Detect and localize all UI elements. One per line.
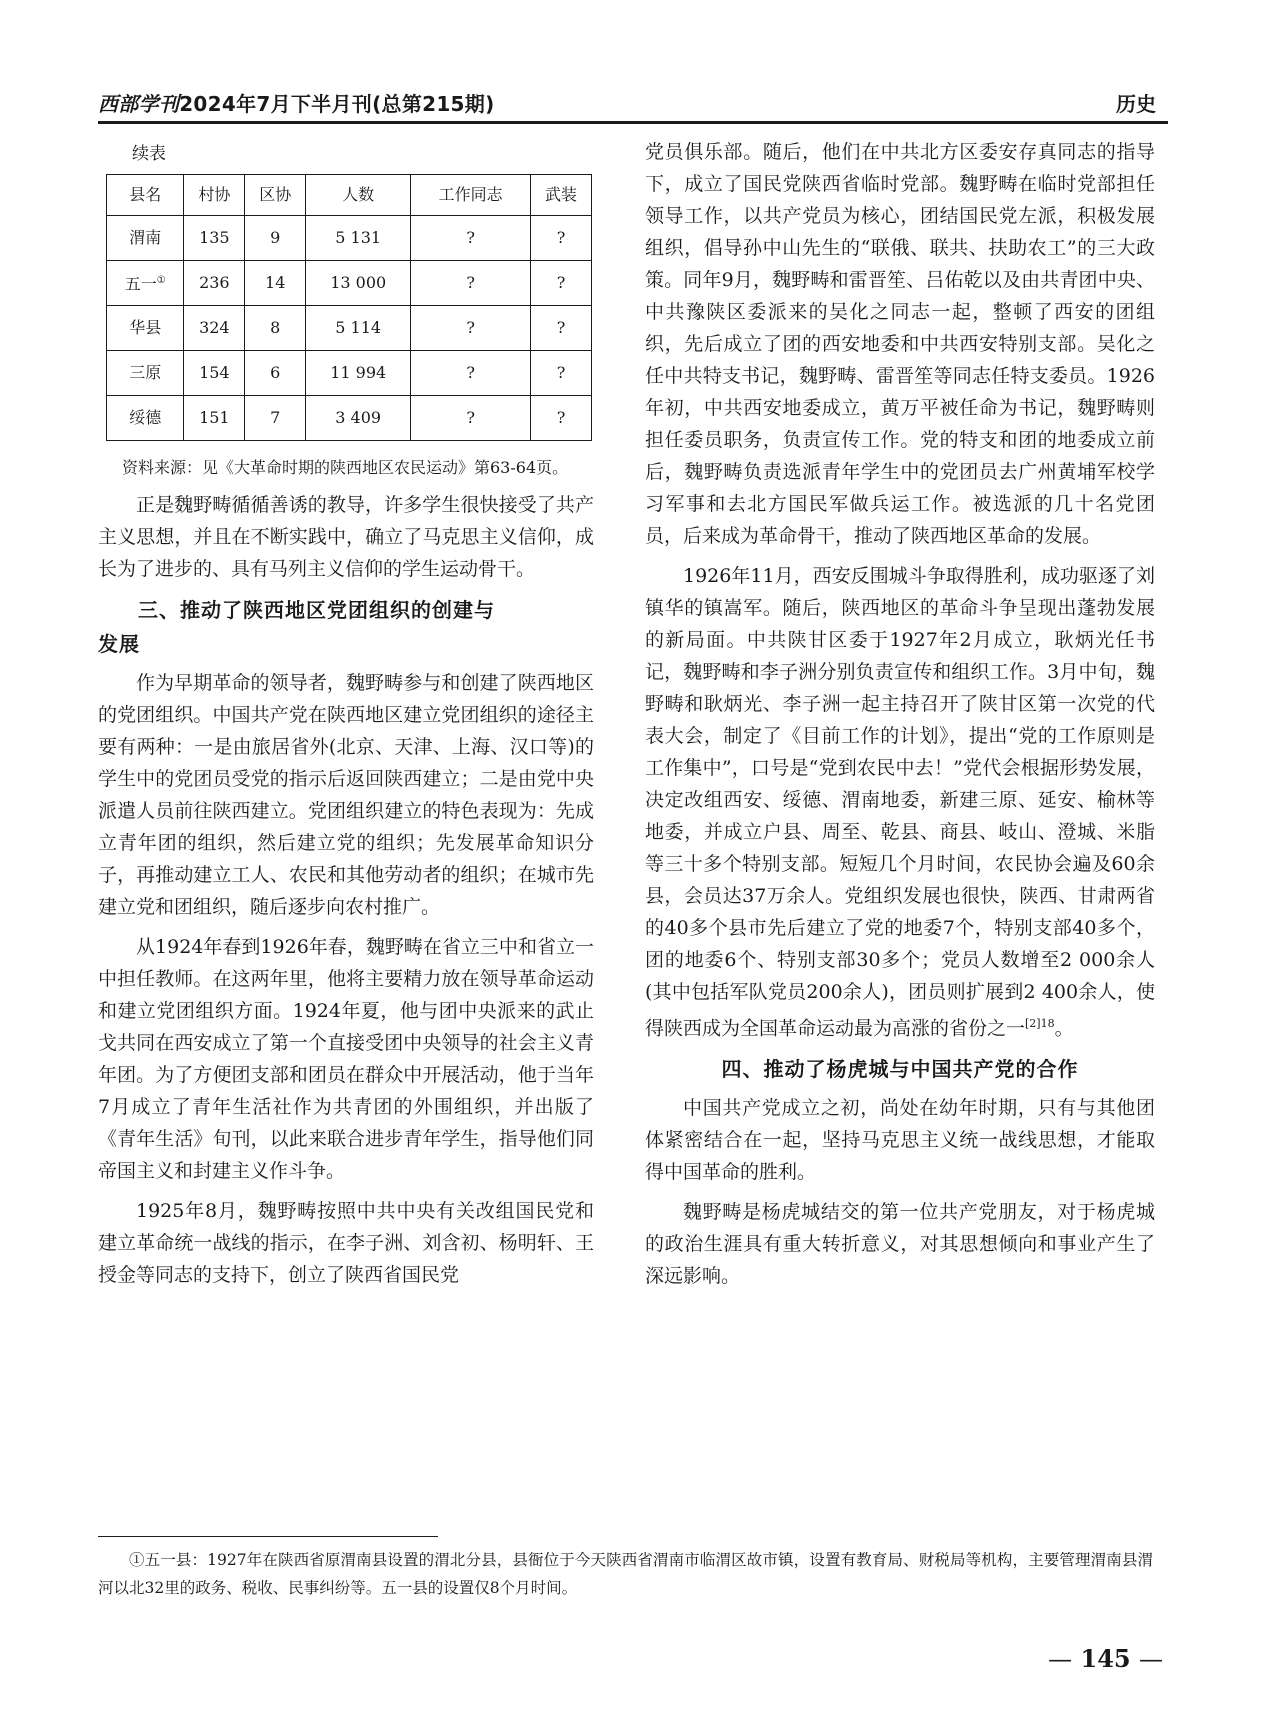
- cell-people: 5 131: [306, 216, 411, 261]
- cell-county: 绥德: [107, 396, 184, 441]
- paragraph-text: 1926年11月，西安反围城斗争取得胜利，成功驱逐了刘镇华的镇嵩军。随后，陕西地区的革命斗争呈现出蓬勃发展的新局面。中共陕甘区委于1927年2月成立，耿炳光任书记，魏野畴和李子洲分别负责宣传和组织工作。3月中旬，魏野畴和耿炳光、李子洲一起主持召开了陕甘区第一次党的代表大会，制定了《目前工作的计划》，提出“党的工作原则是工作集中”，口号是“党到农民中去！”党代会根据形势发展，决定改组西安、绥德、渭南地委，新建三原、延安、榆林等地委，并成立户县、周至、乾县、商县、岐山、澄城、米脂等三十多个特别支部。短短几个月时间，农民协会遍及60余县，会员达37万余人。党组织发展也很快，陕西、甘肃两省的40多个县市先后建立了党的地委7个，特别支部40多个，团的地委6个、特别支部30多个；党员人数增至2 000余人(其中包括军队党员200余人)，团员则扩展到2 400余人，使得陕西成为全国革命运动最为高涨的省份之一: [645, 565, 1155, 1040]
- cell-village: 135: [184, 216, 245, 261]
- body-paragraph: 作为早期革命的领导者，魏野畴参与和创建了陕西地区的党团组织。中国共产党在陕西地区建立党团组织的途径主要有两种：一是由旅居省外(北京、天津、上海、汉口等)的学生中的党团员受党的指示后返回陕西建立；二是由党中央派遣人员前往陕西建立。党团组织建立的特色表现为：先成立青年团的组织，然后建立党的组织；先发展革命知识分子，再推动建立工人、农民和其他劳动者的组织；在城市先建立党和团组织，随后逐步向农村推广。: [98, 672, 594, 918]
- section-heading-3-line2: 发展: [98, 632, 140, 656]
- table-source-note: 资料来源：见《大革命时期的陕西地区农民运动》第63-64页。: [122, 458, 569, 477]
- header-rule: [98, 121, 1168, 124]
- cell-armed: ?: [531, 306, 592, 351]
- journal-title: [98, 88, 495, 117]
- table-row: [107, 306, 592, 351]
- cell-armed: ?: [531, 261, 592, 306]
- body-paragraph: 从1924年春到1926年春，魏野畴在省立三中和省立一中担任教师。在这两年里，他将主要精力放在领导革命运动和建立党团组织方面。1924年夏，他与团中央派来的武止戈共同在西安成立了第一个直接受团中央领导的社会主义青年团。为了方便团支部和团员在群众中开展活动，他于当年7月成立了青年生活社作为共青团的外围组织，并出版了《青年生活》旬刊，以此来联合进步青年学生，指导他们同帝国主义和封建主义作斗争。: [98, 936, 594, 1182]
- cell-people: 3 409: [306, 396, 411, 441]
- cell-workers: ?: [411, 216, 531, 261]
- col-header-county: 县名: [107, 175, 184, 216]
- right-column: [645, 136, 1155, 1300]
- body-paragraph: 党员俱乐部。随后，他们在中共北方区委安存真同志的指导下，成立了国民党陕西省临时党部。魏野畴在临时党部担任领导工作，以共产党员为核心，团结国民党左派，积极发展组织，倡导孙中山先生的“联俄、联共、扶助农工”的三大政策。同年9月，魏野畴和雷晋笙、吕佑乾以及由共青团中央、中共豫陕区委派来的吴化之同志一起，整顿了西安的团组织，先后成立了团的西安地委和中共西安特别支部。吴化之任中共特支书记，魏野畴、雷晋笙等同志任特支委员。1926年初，中共西安地委成立，黄万平被任命为书记，魏野畴则担任委员职务，负责宣传工作。党的特支和团的地委成立前后，魏野畴负责选派青年学生中的党团员去广州黄埔军校学习军事和去北方国民军做兵运工作。被选派的几十名党团员，后来成为革命骨干，推动了陕西地区革命的发展。: [645, 141, 1155, 547]
- citation-marker: [2]18: [1025, 1017, 1055, 1030]
- page-number-dash-left: —: [1048, 1645, 1073, 1673]
- footnote-marker: ①: [156, 275, 166, 287]
- cell-armed: ?: [531, 396, 592, 441]
- journal-issue: 2024年7月下半月刊(总第215期): [179, 92, 495, 116]
- cell-district: 8: [245, 306, 306, 351]
- col-header-workers: 工作同志: [411, 175, 531, 216]
- body-paragraph: 中国共产党成立之初，尚处在幼年时期，只有与其他团体紧密结合在一起，坚持马克思主义统一战线思想，才能取得中国革命的胜利。: [645, 1097, 1155, 1184]
- cell-workers: ?: [411, 306, 531, 351]
- cell-armed: ?: [531, 216, 592, 261]
- footnote: [98, 1546, 1153, 1602]
- cell-workers: ?: [411, 396, 531, 441]
- peasant-association-table: [106, 174, 592, 441]
- table-row: [107, 396, 592, 441]
- cell-district: 14: [245, 261, 306, 306]
- cell-people: 13 000: [306, 261, 411, 306]
- body-paragraph: 1925年8月，魏野畴按照中共中央有关改组国民党和建立革命统一战线的指示，在李子洲、刘含初、杨明轩、王授金等同志的支持下，创立了陕西省国民党: [98, 1200, 594, 1286]
- cell-village: 154: [184, 351, 245, 396]
- col-header-people: 人数: [306, 175, 411, 216]
- body-paragraph: [645, 560, 1155, 1044]
- journal-logo: 西部学刊: [98, 92, 180, 116]
- footnote-rule: [98, 1536, 438, 1537]
- cell-armed: ?: [531, 351, 592, 396]
- cell-workers: ?: [411, 261, 531, 306]
- cell-county: [107, 261, 184, 306]
- body-paragraph: 正是魏野畴循循善诱的教导，许多学生很快接受了共产主义思想，并且在不断实践中，确立了马克思主义信仰，成长为了进步的、具有马列主义信仰的学生运动骨干。: [98, 494, 594, 580]
- section-label: 历史: [1116, 92, 1156, 116]
- cell-county: 三原: [107, 351, 184, 396]
- paragraph-end: 。: [1054, 1017, 1074, 1040]
- left-column: [98, 136, 594, 1299]
- cell-people: 11 994: [306, 351, 411, 396]
- cell-county: 渭南: [107, 216, 184, 261]
- cell-district: 7: [245, 396, 306, 441]
- section-heading-4: 四、推动了杨虎城与中国共产党的合作: [721, 1057, 1079, 1082]
- footnote-text: ①五一县：1927年在陕西省原渭南县设置的渭北分县，县衙位于今天陕西省渭南市临渭区故市镇，设置有教育局、财税局等机构，主要管理渭南县渭河以北32里的政务、税收、民事纠纷等。五一县的设置仅8个月时间。: [98, 1551, 1153, 1597]
- page-number-dash-right: —: [1139, 1645, 1163, 1673]
- table-caption: 续表: [132, 144, 166, 164]
- cell-village: 236: [184, 261, 245, 306]
- cell-district: 9: [245, 216, 306, 261]
- table-row: [107, 216, 592, 261]
- section-heading-3-line1: 三、推动了陕西地区党团组织的创建与: [138, 598, 495, 622]
- cell-people: 5 114: [306, 306, 411, 351]
- cell-district: 6: [245, 351, 306, 396]
- cell-village: 324: [184, 306, 245, 351]
- running-header: [98, 80, 1168, 120]
- cell-workers: ?: [411, 351, 531, 396]
- col-header-armed: 武装: [531, 175, 592, 216]
- col-header-village: 村协: [184, 175, 245, 216]
- table-row: [107, 261, 592, 306]
- table-header-row: [107, 175, 592, 216]
- body-paragraph: 魏野畴是杨虎城结交的第一位共产党朋友，对于杨虎城的政治生涯具有重大转折意义，对其思想倾向和事业产生了深远影响。: [645, 1201, 1155, 1288]
- cell-county: 华县: [107, 306, 184, 351]
- col-header-district: 区协: [245, 175, 306, 216]
- section-heading-3: [98, 593, 594, 661]
- page-number: [1048, 1644, 1163, 1673]
- table-row: [107, 351, 592, 396]
- page-number-value: 145: [1080, 1644, 1131, 1673]
- county-name: 五一: [124, 274, 157, 294]
- cell-village: 151: [184, 396, 245, 441]
